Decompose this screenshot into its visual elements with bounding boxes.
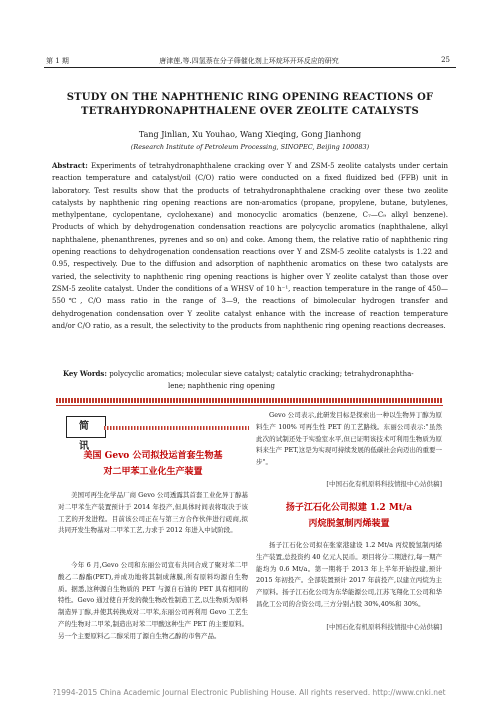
keywords-label: Key Words: [63,369,107,378]
news2-source: [中国石化有机原料科技情报中心站供稿] [326,623,442,631]
news1-title-line2: 对二甲苯工业化生产装置 [103,467,203,477]
paper-authors: Tang Jinlian, Xu Youhao, Wang Xieqing, Gong Jianhong [138,130,362,139]
running-title: 唐津莲,等.四氢萘在分子筛催化剂上环烷环开环反应的研究 [159,57,339,65]
news-badge: 简讯 [66,416,106,438]
news1-paragraph2: 今年 6 月,Gevo 公司和东丽公司宣布共同合成了聚对苯二甲酸乙二醇酯(PET),并成功地将其制成薄膜,所有原料均源自生物质。据悉,这种源自生物质的 PET 与源自石油的 PET 具有相同的特性。Gevo 通过使自开发的微生物改性制造工艺,以生物质为原料制造异丁醇,并使其转换成对二甲苯,东丽公司再利用 Gevo 工艺生产的生物对二甲苯,制造出对苯二甲酸这种生产 PET 的主要原料。另一个主要原料乙二醇采用了源自生物乙醇的市售产品。 [58,561,248,640]
news-badge-decoration [104,426,249,430]
news2-title [256,500,442,532]
abstract [52,160,448,332]
paper-affiliation: (Research Institute of Petroleum Processing, SINOPEC, Beijing 100083) [130,143,370,151]
copyright-footer: ?1994-2015 China Academic Journal Electronic Publishing House. All rights reserved. http://www.cnki.net [52,688,446,697]
paper-title-line1: STUDY ON THE NAPHTHENIC RING OPENING REACTIONS OF [66,92,434,103]
keywords [63,368,443,392]
header-rule [44,67,456,68]
abstract-text: Experiments of tetrahydronaphthalene cracking over Y and ZSM-5 zeolite catalysts under certain reaction temperature and catalyst/oil (C/O) ratio were conducted on a fixed fluidized bed (FFB) unit in laboratory. Test results show that the products of tetrahydronaphthalene cracking over these two zeolite catalysts by naphthenic ring opening reactions are non-aromatics (propane, propylene, butane, butylenes, methylpentane, cyclopentane, cyclohexane) and monocyclic aromatics (benzene, C₇—C₉ alkyl benzene). Products of which by dehydrogenation condensation reactions are polycyclic aromatics (naphthalene, alkyl naphthalene, phenanthrenes, pyrenes and so on) and coke. Among them, the relative ratio of naphthenic ring opening reactions to dehydrogenation condensation reactions over Y and ZSM-5 zeolite catalysts is 1.22 and 0.95, respectively. Due to the diffusion and adsorption of naphthenic aromatics on these two catalysts are varied, the selectivity to naphthenic ring opening reactions is higher over Y zeolite catalyst than those over ZSM-5 zeolite catalyst. Under the conditions of a WHSV of 10 h⁻¹, reaction temperature in the range of 450—550℃, C/O mass ratio in the range of 3—9, the reactions of bimolecular hydrogen transfer and dehydrogenation condensation over Y zeolite catalyst enhance with the increase of reaction temperature and/or C/O ratio, as a result, the selectivity to the products from naphthenic ring opening reactions decreases. [52,162,448,330]
keywords-line1: polycyclic aromatics; molecular sieve catalyst; catalytic cracking; tetrahydronaphtha- [109,370,414,378]
news2-title-line2: 丙烷脱氢制丙烯装置 [308,519,390,529]
page-number: 25 [441,56,450,64]
news1-title [58,448,248,480]
news1-title-line1: 美国 Gevo 公司拟投运首套生物基 [83,451,223,461]
abstract-label: Abstract: [52,161,88,170]
news2-paragraph1: 扬子江石化公司拟在张家港建设 1.2 Mt/a 丙烷脱氢制丙烯生产装置,总投资约 40 亿元人民币。项目将分二期进行,每一期产能均为 0.6 Mt/a。第一期将于 2013 年上半年开始投建,预计 2015 年初投产。全部装置预计 2017 年前投产,以建立丙烷为主产原料。扬子江石化公司为东华能源公司,江苏飞翔化工公司和华昌化工公司的合资公司,三方分别占股 30%,40%和 30%。 [256,541,442,608]
keywords-line2: lene; naphthenic ring opening [168,382,276,390]
section-divider-dashed [56,398,443,403]
news1-paragraph3: Gevo 公司表示,此研发目标是探索出一种以生物异丁醇为原料生产 100% 可再生性 PET 的工艺路线。东丽公司表示:"虽然此次的试制还处于实验室水平,但已证明该技术可利用生物质为原料来生产 PET,这是为实现可持续发展的低碳社会向迈出的重要一步"。 [256,411,442,467]
news2-title-line1: 扬子江石化公司拟建 1.2 Mt/a [285,503,413,513]
section-divider-line [56,405,443,406]
journal-issue: 第 1 期 [46,57,69,65]
news1-source: [中国石化有机原料科技情报中心站供稿] [326,480,442,488]
news1-paragraph1: 美国可再生化学品厂商 Gevo 公司透露其首套工业化异丁醇基对二甲苯生产装置预计于 2014 年投产,但具体时间表将取决于该工艺的开发进程。目前该公司正在与第三方合作伙伴进行磋商,拟共同开发生物基对二甲苯工艺,力求于 2012 年进入中试阶段。 [58,491,248,535]
paper-title-line2: TETRAHYDRONAPHTHALENE OVER ZEOLITE CATALYSTS [81,106,419,117]
